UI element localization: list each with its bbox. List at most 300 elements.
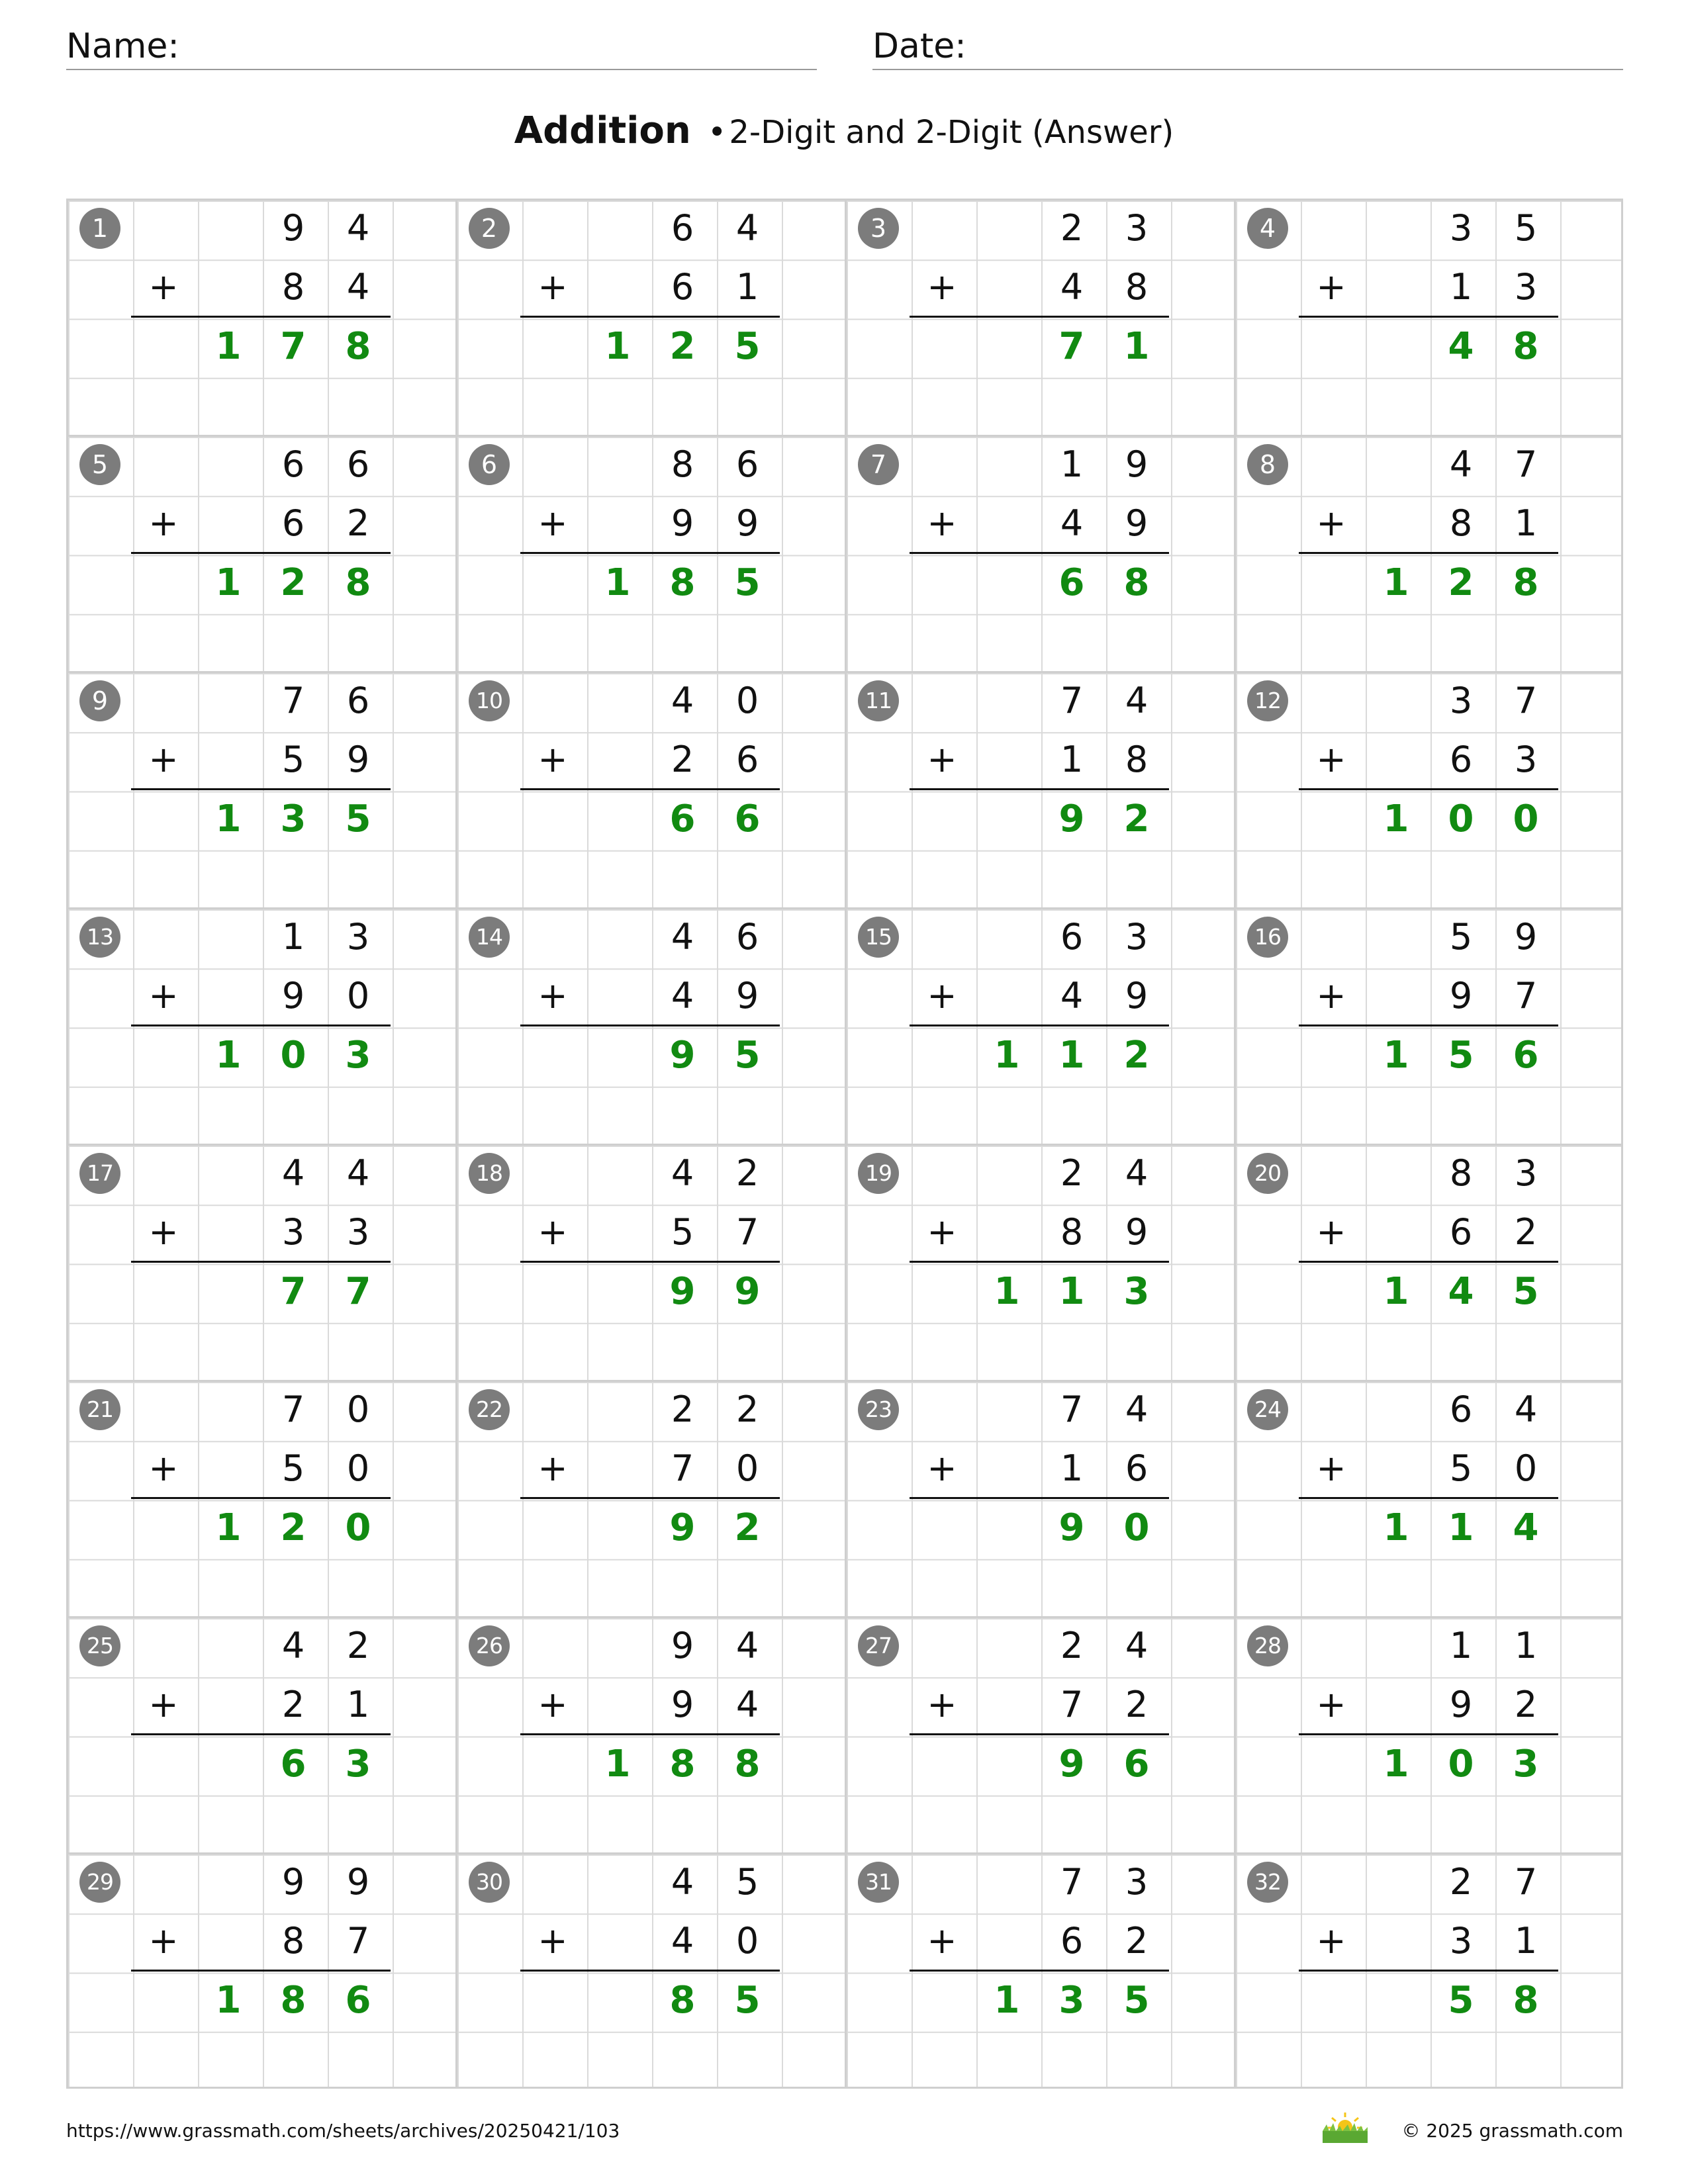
- addend-top-tens-digit: 4: [1449, 443, 1473, 485]
- addend-top-tens-digit: 9: [281, 207, 305, 249]
- answer-digit: 1: [1383, 1742, 1409, 1786]
- title-main: Addition: [514, 109, 691, 152]
- problem-18: [455, 1144, 845, 1380]
- answer-digit: 6: [345, 1978, 371, 2022]
- problem-grid: [66, 199, 1623, 2089]
- addend-top-ones-digit: 4: [1125, 680, 1149, 721]
- addend-bottom-tens-digit: 4: [1060, 502, 1084, 545]
- addend-top-tens-digit: 3: [1449, 207, 1473, 249]
- date-label: Date:: [872, 26, 966, 66]
- addend-bottom-ones-digit: 3: [1514, 739, 1538, 781]
- plus-sign: +: [1316, 1684, 1346, 1726]
- addend-bottom-ones-digit: 6: [735, 739, 759, 781]
- answer-digit: 2: [280, 561, 306, 604]
- problem-number-badge: 1: [79, 208, 120, 249]
- problem-4: [1234, 199, 1623, 435]
- problem-number-badge: 6: [469, 444, 510, 485]
- addend-bottom-tens-digit: 4: [671, 975, 694, 1017]
- addend-bottom-ones-digit: 0: [735, 1447, 759, 1490]
- addend-bottom-tens-digit: 4: [671, 1920, 694, 1962]
- addend-bottom-tens-digit: 9: [1449, 975, 1473, 1017]
- answer-digit: 1: [1058, 1033, 1085, 1077]
- plus-sign: +: [148, 1447, 179, 1490]
- addend-top-ones-digit: 2: [346, 1625, 370, 1666]
- problem-number-badge: 20: [1247, 1153, 1288, 1194]
- addend-bottom-ones-digit: 1: [346, 1684, 370, 1726]
- problem-30: [455, 1852, 845, 2089]
- answer-digit: 5: [1513, 1269, 1539, 1313]
- problem-3: [845, 199, 1234, 435]
- addend-bottom-tens-digit: 6: [671, 266, 694, 308]
- problem-22: [455, 1380, 845, 1616]
- problem-number-badge: 3: [858, 208, 899, 249]
- answer-digit: 8: [1513, 324, 1539, 368]
- problem-number-badge: 29: [79, 1862, 120, 1903]
- addend-top-ones-digit: 1: [1514, 1625, 1538, 1666]
- addend-top-tens-digit: 7: [281, 1388, 305, 1430]
- addend-top-ones-digit: 5: [1514, 207, 1538, 249]
- answer-digit: 5: [345, 797, 371, 841]
- addend-bottom-ones-digit: 3: [346, 1211, 370, 1253]
- addend-bottom-tens-digit: 3: [281, 1211, 305, 1253]
- answer-digit: 5: [1448, 1033, 1474, 1077]
- addend-bottom-ones-digit: 9: [735, 502, 759, 545]
- problem-27: [845, 1616, 1234, 1852]
- answer-digit: 6: [669, 797, 696, 841]
- problem-number-badge: 23: [858, 1389, 899, 1430]
- answer-digit: 8: [669, 1742, 696, 1786]
- plus-sign: +: [927, 502, 957, 545]
- problem-number-badge: 25: [79, 1625, 120, 1666]
- answer-digit: 4: [1448, 1269, 1474, 1313]
- addend-bottom-ones-digit: 1: [1514, 1920, 1538, 1962]
- addend-bottom-ones-digit: 0: [1514, 1447, 1538, 1490]
- answer-digit: 7: [280, 324, 306, 368]
- answer-digit: 2: [1123, 797, 1150, 841]
- problem-number-badge: 14: [469, 917, 510, 958]
- answer-digit: 3: [1058, 1978, 1085, 2022]
- problem-14: [455, 907, 845, 1144]
- problem-number-badge: 24: [1247, 1389, 1288, 1430]
- answer-digit: 0: [1513, 797, 1539, 841]
- addend-bottom-tens-digit: 1: [1449, 266, 1473, 308]
- problem-number-badge: 11: [858, 680, 899, 721]
- plus-sign: +: [927, 975, 957, 1017]
- answer-digit: 1: [1383, 1269, 1409, 1313]
- problem-number-badge: 8: [1247, 444, 1288, 485]
- addend-bottom-tens-digit: 5: [281, 1447, 305, 1490]
- problem-number-badge: 7: [858, 444, 899, 485]
- addend-top-tens-digit: 7: [1060, 680, 1084, 721]
- title-subtitle: 2-Digit and 2-Digit (Answer): [729, 114, 1174, 151]
- name-label: Name:: [66, 26, 179, 66]
- problem-5: [66, 435, 455, 671]
- plus-sign: +: [538, 266, 568, 308]
- plus-sign: +: [148, 739, 179, 781]
- addend-top-tens-digit: 7: [1060, 1388, 1084, 1430]
- addend-top-tens-digit: 6: [671, 207, 694, 249]
- problem-number-badge: 27: [858, 1625, 899, 1666]
- answer-digit: 2: [1448, 561, 1474, 604]
- problem-13: [66, 907, 455, 1144]
- addend-bottom-ones-digit: 9: [1125, 502, 1149, 545]
- addend-top-tens-digit: 4: [671, 916, 694, 958]
- answer-digit: 7: [345, 1269, 371, 1313]
- addend-top-ones-digit: 4: [346, 207, 370, 249]
- addend-bottom-tens-digit: 5: [1449, 1447, 1473, 1490]
- addend-bottom-tens-digit: 5: [281, 739, 305, 781]
- addend-top-tens-digit: 4: [671, 1861, 694, 1903]
- answer-digit: 1: [215, 1033, 242, 1077]
- addend-top-tens-digit: 6: [1060, 916, 1084, 958]
- plus-sign: +: [1316, 502, 1346, 545]
- addend-top-tens-digit: 9: [281, 1861, 305, 1903]
- addend-top-tens-digit: 7: [1060, 1861, 1084, 1903]
- addend-bottom-ones-digit: 2: [1125, 1684, 1149, 1726]
- addend-bottom-tens-digit: 8: [1060, 1211, 1084, 1253]
- addend-bottom-tens-digit: 6: [1449, 1211, 1473, 1253]
- addend-bottom-tens-digit: 6: [281, 502, 305, 545]
- answer-digit: 9: [669, 1269, 696, 1313]
- answer-digit: 0: [1448, 797, 1474, 841]
- addend-bottom-tens-digit: 3: [1449, 1920, 1473, 1962]
- addend-top-tens-digit: 4: [281, 1152, 305, 1194]
- problem-6: [455, 435, 845, 671]
- problem-number-badge: 22: [469, 1389, 510, 1430]
- addend-top-ones-digit: 3: [1125, 1861, 1149, 1903]
- addend-bottom-tens-digit: 2: [671, 739, 694, 781]
- addend-top-tens-digit: 1: [1060, 443, 1084, 485]
- addend-top-tens-digit: 8: [671, 443, 694, 485]
- name-field[interactable]: [66, 24, 817, 70]
- problem-2: [455, 199, 845, 435]
- answer-digit: 8: [280, 1978, 306, 2022]
- addend-top-ones-digit: 7: [1514, 443, 1538, 485]
- plus-sign: +: [927, 1447, 957, 1490]
- answer-digit: 6: [1513, 1033, 1539, 1077]
- answer-digit: 1: [1383, 561, 1409, 604]
- plus-sign: +: [148, 1684, 179, 1726]
- plus-sign: +: [1316, 1211, 1346, 1253]
- addend-top-ones-digit: 2: [735, 1152, 759, 1194]
- answer-digit: 1: [215, 1506, 242, 1549]
- addend-top-ones-digit: 6: [346, 680, 370, 721]
- answer-digit: 8: [345, 324, 371, 368]
- problem-11: [845, 671, 1234, 907]
- addend-bottom-ones-digit: 9: [735, 975, 759, 1017]
- addend-bottom-tens-digit: 9: [671, 502, 694, 545]
- problem-24: [1234, 1380, 1623, 1616]
- problem-number-badge: 9: [79, 680, 120, 721]
- addend-bottom-tens-digit: 6: [1060, 1920, 1084, 1962]
- plus-sign: +: [927, 1211, 957, 1253]
- addend-top-ones-digit: 3: [1125, 207, 1149, 249]
- plus-sign: +: [1316, 739, 1346, 781]
- answer-digit: 5: [734, 561, 761, 604]
- problem-number-badge: 18: [469, 1153, 510, 1194]
- problem-number-badge: 5: [79, 444, 120, 485]
- addend-top-ones-digit: 4: [1125, 1625, 1149, 1666]
- plus-sign: +: [148, 502, 179, 545]
- addend-bottom-tens-digit: 7: [1060, 1684, 1084, 1726]
- answer-digit: 8: [1513, 1978, 1539, 2022]
- plus-sign: +: [538, 1684, 568, 1726]
- addend-top-ones-digit: 0: [346, 1388, 370, 1430]
- problem-25: [66, 1616, 455, 1852]
- addend-bottom-ones-digit: 6: [1125, 1447, 1149, 1490]
- problem-28: [1234, 1616, 1623, 1852]
- date-field[interactable]: [872, 24, 1623, 70]
- grass-sun-logo-icon: [1319, 2110, 1372, 2147]
- addend-bottom-tens-digit: 1: [1060, 1447, 1084, 1490]
- problem-number-badge: 16: [1247, 917, 1288, 958]
- addend-bottom-ones-digit: 2: [346, 502, 370, 545]
- plus-sign: +: [538, 1447, 568, 1490]
- addend-top-ones-digit: 9: [1125, 443, 1149, 485]
- addend-top-tens-digit: 1: [1449, 1625, 1473, 1666]
- addend-bottom-tens-digit: 8: [281, 1920, 305, 1962]
- answer-digit: 3: [1513, 1742, 1539, 1786]
- addend-top-tens-digit: 6: [281, 443, 305, 485]
- worksheet-title: [0, 105, 1688, 159]
- answer-digit: 8: [669, 1978, 696, 2022]
- addend-bottom-ones-digit: 9: [346, 739, 370, 781]
- answer-digit: 8: [1513, 561, 1539, 604]
- plus-sign: +: [1316, 1447, 1346, 1490]
- problem-17: [66, 1144, 455, 1380]
- problem-number-badge: 32: [1247, 1862, 1288, 1903]
- answer-digit: 7: [280, 1269, 306, 1313]
- answer-digit: 1: [604, 561, 631, 604]
- plus-sign: +: [927, 1684, 957, 1726]
- answer-digit: 1: [1448, 1506, 1474, 1549]
- answer-digit: 8: [669, 561, 696, 604]
- problem-31: [845, 1852, 1234, 2089]
- problem-number-badge: 17: [79, 1153, 120, 1194]
- addend-top-tens-digit: 6: [1449, 1388, 1473, 1430]
- answer-digit: 1: [1123, 324, 1150, 368]
- answer-digit: 9: [669, 1506, 696, 1549]
- addend-top-ones-digit: 2: [735, 1388, 759, 1430]
- problem-10: [455, 671, 845, 907]
- plus-sign: +: [927, 739, 957, 781]
- title-separator: •: [708, 114, 727, 151]
- plus-sign: +: [148, 975, 179, 1017]
- problem-number-badge: 4: [1247, 208, 1288, 249]
- addend-bottom-ones-digit: 0: [346, 975, 370, 1017]
- problem-7: [845, 435, 1234, 671]
- addend-top-ones-digit: 4: [735, 207, 759, 249]
- answer-digit: 4: [1513, 1506, 1539, 1549]
- addend-top-tens-digit: 4: [281, 1625, 305, 1666]
- addend-top-ones-digit: 4: [735, 1625, 759, 1666]
- answer-digit: 6: [1123, 1742, 1150, 1786]
- answer-digit: 2: [669, 324, 696, 368]
- addend-top-ones-digit: 7: [1514, 680, 1538, 721]
- addend-top-ones-digit: 4: [1125, 1152, 1149, 1194]
- addend-top-tens-digit: 2: [1060, 1625, 1084, 1666]
- answer-digit: 0: [1123, 1506, 1150, 1549]
- addend-top-ones-digit: 4: [1125, 1388, 1149, 1430]
- addend-bottom-tens-digit: 8: [281, 266, 305, 308]
- addend-bottom-ones-digit: 9: [1125, 975, 1149, 1017]
- answer-digit: 8: [345, 561, 371, 604]
- addend-bottom-tens-digit: 1: [1060, 739, 1084, 781]
- addend-bottom-tens-digit: 8: [1449, 502, 1473, 545]
- answer-digit: 5: [734, 324, 761, 368]
- footer-copyright: © 2025 grassmath.com: [1401, 2120, 1623, 2142]
- answer-digit: 2: [734, 1506, 761, 1549]
- addend-bottom-tens-digit: 7: [671, 1447, 694, 1490]
- problem-number-badge: 10: [469, 680, 510, 721]
- plus-sign: +: [538, 1920, 568, 1962]
- addend-bottom-ones-digit: 4: [346, 266, 370, 308]
- problem-number-badge: 12: [1247, 680, 1288, 721]
- answer-digit: 9: [734, 1269, 761, 1313]
- addend-top-tens-digit: 2: [1060, 207, 1084, 249]
- addend-top-ones-digit: 6: [735, 916, 759, 958]
- problem-number-badge: 28: [1247, 1625, 1288, 1666]
- addend-top-tens-digit: 5: [1449, 916, 1473, 958]
- addend-bottom-ones-digit: 4: [735, 1684, 759, 1726]
- problem-15: [845, 907, 1234, 1144]
- addend-top-tens-digit: 4: [671, 1152, 694, 1194]
- problem-19: [845, 1144, 1234, 1380]
- answer-digit: 9: [1058, 1742, 1085, 1786]
- addend-bottom-tens-digit: 6: [1449, 739, 1473, 781]
- answer-digit: 4: [1448, 324, 1474, 368]
- answer-digit: 3: [1123, 1269, 1150, 1313]
- addend-top-ones-digit: 9: [1514, 916, 1538, 958]
- addend-bottom-ones-digit: 2: [1514, 1211, 1538, 1253]
- problem-12: [1234, 671, 1623, 907]
- answer-digit: 3: [345, 1033, 371, 1077]
- answer-digit: 1: [604, 324, 631, 368]
- problem-number-badge: 21: [79, 1389, 120, 1430]
- addend-top-ones-digit: 7: [1514, 1861, 1538, 1903]
- answer-digit: 3: [345, 1742, 371, 1786]
- addend-top-tens-digit: 3: [1449, 680, 1473, 721]
- addend-top-ones-digit: 6: [346, 443, 370, 485]
- addend-top-ones-digit: 3: [1514, 1152, 1538, 1194]
- addend-bottom-tens-digit: 2: [281, 1684, 305, 1726]
- addend-bottom-ones-digit: 8: [1125, 739, 1149, 781]
- addend-top-ones-digit: 0: [735, 680, 759, 721]
- addend-top-tens-digit: 1: [281, 916, 305, 958]
- addend-top-tens-digit: 8: [1449, 1152, 1473, 1194]
- plus-sign: +: [148, 1920, 179, 1962]
- problem-number-badge: 15: [858, 917, 899, 958]
- addend-top-ones-digit: 3: [1125, 916, 1149, 958]
- addend-top-ones-digit: 6: [735, 443, 759, 485]
- problem-number-badge: 26: [469, 1625, 510, 1666]
- problem-26: [455, 1616, 845, 1852]
- answer-digit: 1: [1383, 1033, 1409, 1077]
- problem-8: [1234, 435, 1623, 671]
- addend-bottom-ones-digit: 7: [1514, 975, 1538, 1017]
- plus-sign: +: [148, 266, 179, 308]
- problem-32: [1234, 1852, 1623, 2089]
- plus-sign: +: [1316, 975, 1346, 1017]
- addend-bottom-ones-digit: 7: [735, 1211, 759, 1253]
- addend-bottom-ones-digit: 1: [1514, 502, 1538, 545]
- answer-digit: 5: [1123, 1978, 1150, 2022]
- plus-sign: +: [927, 266, 957, 308]
- addend-top-tens-digit: 2: [1449, 1861, 1473, 1903]
- answer-digit: 2: [1123, 1033, 1150, 1077]
- answer-digit: 1: [215, 797, 242, 841]
- plus-sign: +: [1316, 266, 1346, 308]
- problem-16: [1234, 907, 1623, 1144]
- answer-digit: 1: [994, 1269, 1020, 1313]
- plus-sign: +: [148, 1211, 179, 1253]
- answer-digit: 7: [1058, 324, 1085, 368]
- addend-bottom-ones-digit: 1: [735, 266, 759, 308]
- addend-bottom-tens-digit: 9: [671, 1684, 694, 1726]
- answer-digit: 8: [734, 1742, 761, 1786]
- problem-number-badge: 30: [469, 1862, 510, 1903]
- problem-number-badge: 31: [858, 1862, 899, 1903]
- answer-digit: 9: [1058, 1506, 1085, 1549]
- problem-29: [66, 1852, 455, 2089]
- addend-top-tens-digit: 2: [671, 1388, 694, 1430]
- addend-top-ones-digit: 5: [735, 1861, 759, 1903]
- footer-url[interactable]: https://www.grassmath.com/sheets/archives/20250421/103: [66, 2120, 620, 2142]
- addend-top-tens-digit: 9: [671, 1625, 694, 1666]
- addend-bottom-ones-digit: 8: [1125, 266, 1149, 308]
- problem-1: [66, 199, 455, 435]
- answer-digit: 9: [669, 1033, 696, 1077]
- plus-sign: +: [538, 739, 568, 781]
- addend-bottom-ones-digit: 9: [1125, 1211, 1149, 1253]
- answer-digit: 6: [280, 1742, 306, 1786]
- plus-sign: +: [538, 502, 568, 545]
- problem-20: [1234, 1144, 1623, 1380]
- answer-digit: 9: [1058, 797, 1085, 841]
- answer-digit: 3: [280, 797, 306, 841]
- answer-digit: 1: [1383, 1506, 1409, 1549]
- answer-digit: 5: [734, 1033, 761, 1077]
- answer-digit: 2: [280, 1506, 306, 1549]
- problem-number-badge: 13: [79, 917, 120, 958]
- answer-digit: 1: [215, 561, 242, 604]
- addend-bottom-tens-digit: 4: [1060, 266, 1084, 308]
- answer-digit: 6: [1058, 561, 1085, 604]
- problem-number-badge: 2: [469, 208, 510, 249]
- plus-sign: +: [1316, 1920, 1346, 1962]
- answer-digit: 1: [604, 1742, 631, 1786]
- addend-bottom-tens-digit: 9: [1449, 1684, 1473, 1726]
- addend-bottom-tens-digit: 5: [671, 1211, 694, 1253]
- problem-23: [845, 1380, 1234, 1616]
- addend-top-ones-digit: 4: [346, 1152, 370, 1194]
- plus-sign: +: [927, 1920, 957, 1962]
- addend-bottom-ones-digit: 0: [346, 1447, 370, 1490]
- addend-top-tens-digit: 7: [281, 680, 305, 721]
- plus-sign: +: [538, 975, 568, 1017]
- addend-bottom-ones-digit: 2: [1125, 1920, 1149, 1962]
- answer-digit: 0: [345, 1506, 371, 1549]
- answer-digit: 6: [734, 797, 761, 841]
- addend-top-tens-digit: 4: [671, 680, 694, 721]
- plus-sign: +: [538, 1211, 568, 1253]
- addend-top-ones-digit: 4: [1514, 1388, 1538, 1430]
- addend-bottom-tens-digit: 4: [1060, 975, 1084, 1017]
- addend-bottom-ones-digit: 7: [346, 1920, 370, 1962]
- problem-number-badge: 19: [858, 1153, 899, 1194]
- answer-digit: 0: [280, 1033, 306, 1077]
- addend-top-ones-digit: 9: [346, 1861, 370, 1903]
